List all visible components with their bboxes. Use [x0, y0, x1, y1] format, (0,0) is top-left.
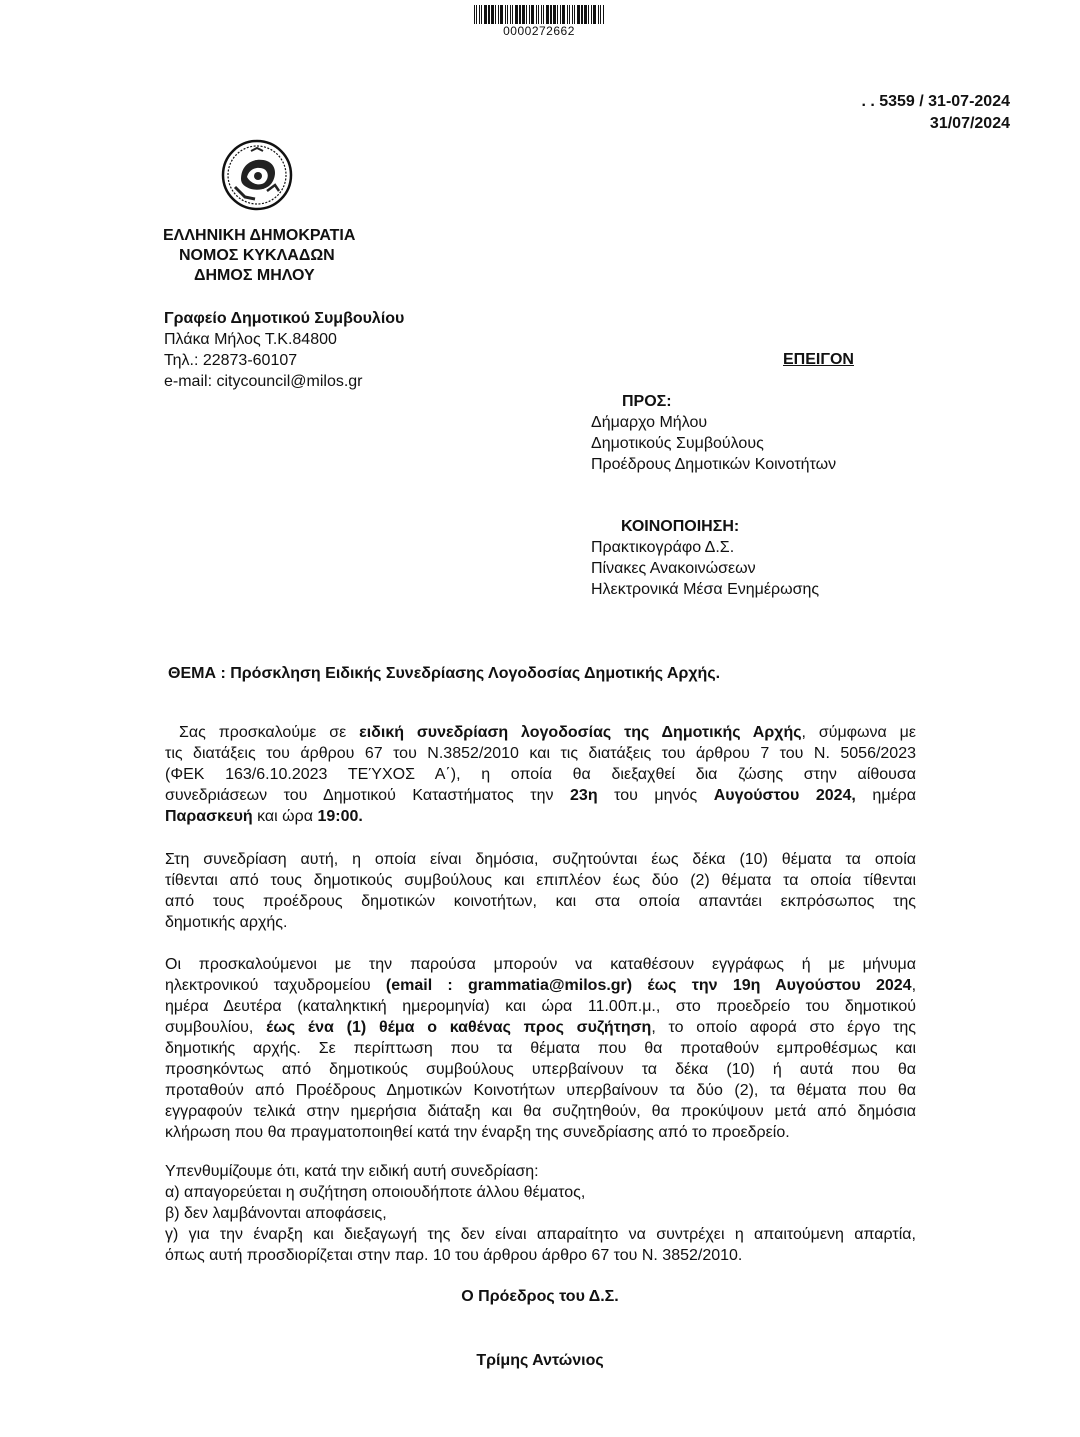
barcode-bar [593, 5, 596, 24]
barcode-bar [526, 5, 527, 24]
list-item: α) απαγορεύεται η συζήτηση οποιουδήποτε άλλου θέματος, [165, 1184, 586, 1201]
barcode-bar [507, 5, 508, 24]
barcode-image [474, 5, 604, 24]
barcode-bar [588, 5, 589, 24]
cc-item: Πρακτικογράφο Δ.Σ. [591, 539, 735, 556]
barcode-bar [519, 5, 521, 24]
barcode-bar [500, 5, 503, 24]
barcode-bar [505, 5, 506, 24]
authority-header [163, 226, 423, 286]
signature-name: Τρίμης Αντώνιος [476, 1352, 604, 1369]
barcode-bar [569, 5, 570, 24]
cc-item: Πίνακες Ανακοινώσεων [591, 560, 756, 577]
text-line [165, 975, 916, 996]
protocol-date: 31/07/2024 [929, 115, 1010, 132]
barcode-bar [557, 5, 558, 24]
office-name: Γραφείο Δημοτικού Συμβουλίου [164, 310, 405, 327]
barcode-bar [562, 5, 565, 24]
authority-country: ΕΛΛΗΝΙΚΗ ΔΗΜΟΚΡΑΤΙΑ [163, 227, 356, 244]
text-bold: Αυγούστου 2024, [713, 787, 856, 804]
text-span: ηλεκτρονικού ταχυδρομείου [165, 977, 386, 994]
text-line: Οι προσκαλούμενοι με την παρούσα μπορούν να καταθέσουν εγγράφως ή με μήνυμα [165, 956, 916, 973]
text-line [165, 806, 916, 827]
barcode-bar [512, 5, 513, 24]
authority-prefecture: ΝΟΜΟΣ ΚΥΚΛΑΔΩΝ [179, 247, 335, 264]
recipient-item: Προέδρους Δημοτικών Κοινοτήτων [591, 456, 837, 473]
barcode-bar [529, 5, 530, 24]
barcode-bar [574, 5, 575, 24]
signature-title: Ο Πρόεδρος του Δ.Σ. [461, 1288, 619, 1305]
list-item: β) δεν λαμβάνονται αποφάσεις, [165, 1205, 387, 1222]
paragraph-topics [165, 849, 916, 933]
text-line: τίθενται από τους δημοτικούς συμβούλους και επιπλέον έως δύο (2) θέματα τα οποία τίθενται [165, 872, 916, 889]
text-line: κλήρωση που θα πραγματοποιηθεί κατά την έναρξη της συνεδρίασης από το προεδρείο. [165, 1124, 790, 1141]
text-span: και ώρα [252, 808, 318, 825]
barcode-bar [541, 5, 542, 24]
recipient-item: Δήμαρχο Μήλου [591, 414, 708, 431]
barcode-bar [543, 5, 544, 24]
office-email: e-mail: citycouncil@milos.gr [164, 373, 363, 390]
text-line: εγγραφούν τελικά στην ημερήσια διάταξη και θα συζητηθούν, θα προκύψουν μετά από δημόσια [165, 1103, 916, 1120]
office-phone: Τηλ.: 22873-60107 [164, 352, 298, 369]
barcode-bar [476, 5, 477, 24]
barcode-bar [538, 5, 539, 24]
text-bold: Παρασκευή [165, 808, 253, 825]
text-line: όπως αυτή προσδιορίζεται στην παρ. 10 του άρθρου άρθρο 67 του Ν. 3852/2010. [165, 1247, 743, 1264]
barcode-bar [560, 5, 561, 24]
subject-line: ΘΕΜΑ : Πρόσκληση Ειδικής Συνεδρίασης Λογοδοσίας Δημοτικής Αρχής. [168, 665, 721, 682]
barcode-bar [498, 5, 499, 24]
text-bold: 19:00. [317, 808, 363, 825]
municipal-seal-icon [221, 139, 293, 211]
barcode-bar [567, 5, 568, 24]
paragraph-submission [165, 954, 916, 1143]
text-line: (ΦΕΚ 163/6.10.2023 ΤΕΎΧΟΣ Α΄), η οποία θα διεξαχθεί δια ζώσης στην αίθουσα [165, 766, 916, 783]
barcode-bar [577, 5, 580, 24]
authority-municipality: ΔΗΜΟΣ ΜΗΛΟΥ [194, 267, 315, 284]
text-span: του μηνός [597, 787, 714, 804]
protocol-block [700, 91, 1010, 135]
text-bold: έως ένα (1) θέμα ο καθένας προς συζήτηση [266, 1019, 652, 1036]
text-line: Υπενθυμίζουμε ότι, κατά την ειδική αυτή συνεδρίαση: [165, 1163, 539, 1180]
text-line: δημοτικής αρχής. [165, 914, 288, 931]
barcode-bar [522, 5, 525, 24]
barcode-bar [598, 5, 599, 24]
list-item: γ) για την έναρξη και διεξαγωγή της δεν είναι απαραίτητο να συντρέχει η απαιτούμενη απαρτία, [165, 1226, 916, 1243]
text-bold: 23η [570, 787, 598, 804]
recipient-item: Δημοτικούς Συμβούλους [591, 435, 764, 452]
barcode-bar [603, 5, 604, 24]
recipients-heading: ΠΡΟΣ: [622, 393, 672, 410]
barcode-bar [581, 5, 583, 24]
barcode-bar [546, 5, 549, 24]
text-line: Στη συνεδρίαση αυτή, η οποία είναι δημόσια, συζητούνται έως δέκα (10) θέματα τα οποία [165, 851, 916, 868]
text-line: προταθούν από Προέδρους Δημοτικών Κοινοτήτων υπερβαίνουν τα δύο (2), τα θέματα που θα [165, 1082, 916, 1099]
paragraph-invitation [165, 722, 916, 827]
text-line [165, 1017, 916, 1038]
office-block [164, 308, 584, 392]
text-line: τις διατάξεις του άρθρου 67 του Ν.3852/2010 και τις διατάξεις του άρθρου 7 του Ν. 5056/2023 [165, 745, 916, 762]
cc-block [591, 516, 1031, 600]
paragraph-reminder [165, 1161, 916, 1266]
text-line: δημοτικής αρχής. Σε περίπτωση που τα θέματα που θα προταθούν εμπροθέσμως και [165, 1040, 916, 1057]
barcode-bar [495, 5, 496, 24]
text-bold: (email : grammatia@milos.gr) έως την 19η Αυγούστου 2024 [385, 977, 912, 994]
text-span: συνεδριάσεων του Δημοτικού Καταστήματος την [165, 787, 571, 804]
text-span: ημέρα [855, 787, 917, 804]
barcode-number: 0000272662 [503, 24, 575, 38]
barcode-bar [584, 5, 587, 24]
barcode-bar [553, 5, 556, 24]
text-span: συμβουλίου, [165, 1019, 267, 1036]
barcode-bar [510, 5, 511, 24]
barcode-bar [600, 5, 601, 24]
text-span: , το οποίο αφορά στο έργο της [651, 1019, 916, 1036]
barcode-bar [536, 5, 537, 24]
urgent-label: ΕΠΕΙΓΟΝ [783, 351, 854, 368]
text-bold: ειδική συνεδρίαση λογοδοσίας της Δημοτικής Αρχής [359, 724, 802, 741]
protocol-number: . . 5359 / 31-07-2024 [861, 93, 1010, 110]
text-line [165, 785, 916, 806]
barcode-bar [591, 5, 592, 24]
text-span: Σας προσκαλούμε σε [179, 724, 360, 741]
barcode-bar [491, 5, 494, 24]
cc-item: Ηλεκτρονικά Μέσα Ενημέρωσης [591, 581, 820, 598]
text-span: , [911, 977, 917, 994]
barcode-bar [474, 5, 475, 24]
barcode-bar [531, 5, 534, 24]
text-line [165, 722, 916, 743]
barcode-bar [479, 5, 480, 24]
text-span: , σύμφωνα με [801, 724, 916, 741]
barcode-bar [488, 5, 490, 24]
barcode-bar [484, 5, 487, 24]
office-address: Πλάκα Μήλος Τ.Κ.84800 [164, 331, 337, 348]
barcode-bar [572, 5, 573, 24]
recipients-block [591, 391, 1031, 475]
text-line: από τους προέδρους δημοτικών κοινοτήτων, και στα οποία απαντάει εκπρόσωπος της [165, 893, 916, 910]
text-line: προσηκόντως από δημοτικούς συμβούλους υπερβαίνουν τα δέκα (10) ή αυτά που θα [165, 1061, 916, 1078]
text-line: ημέρα Δευτέρα (καταληκτική ημερομηνία) και ώρα 11.00π.μ., στο προεδρείο του δημοτικού [165, 998, 916, 1015]
barcode-bar [515, 5, 518, 24]
barcode-bar [481, 5, 482, 24]
cc-heading: ΚΟΙΝΟΠΟΙΗΣΗ: [621, 518, 740, 535]
barcode-bar [550, 5, 552, 24]
